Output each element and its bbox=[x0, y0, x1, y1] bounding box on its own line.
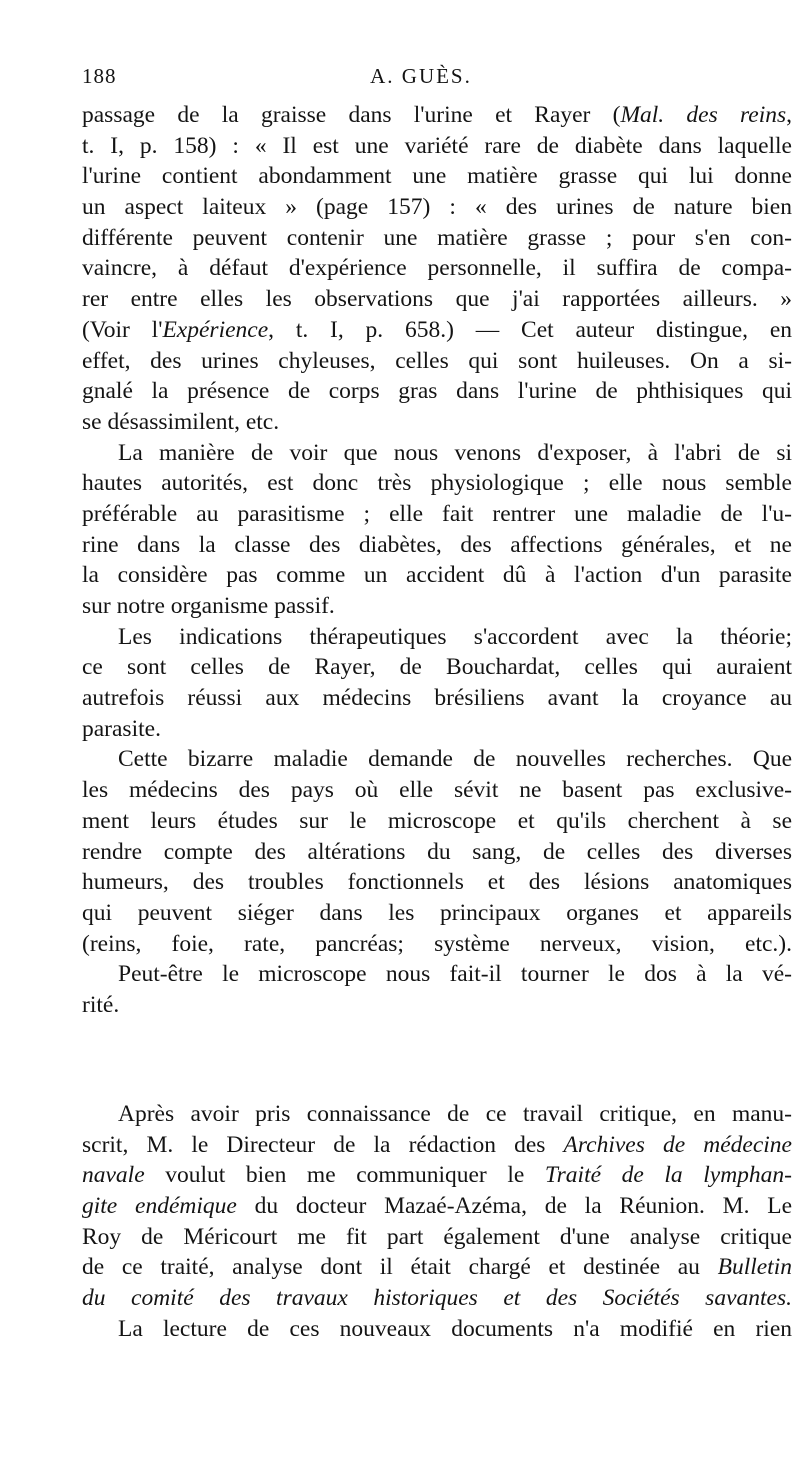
italic-text: Mal. des reins bbox=[620, 102, 787, 128]
text-run: voulut bien me communiquer le bbox=[144, 1162, 545, 1189]
text-run: se désassimilent, etc. bbox=[82, 408, 280, 435]
text-run: (Voir l' bbox=[82, 316, 163, 343]
text-run: t. I, p. 158) : « Il est une variété rare de diabète dans laquelle bbox=[82, 132, 792, 159]
text-line bbox=[82, 1191, 792, 1222]
text-line bbox=[82, 530, 792, 561]
text-run: , t. I, p. 658.) — Cet auteur distingue, en bbox=[268, 316, 793, 343]
text-run: rité. bbox=[82, 991, 120, 1018]
text-line bbox=[82, 867, 792, 898]
text-line bbox=[82, 346, 792, 377]
text-line bbox=[82, 591, 792, 622]
text-run: parasite. bbox=[82, 715, 161, 742]
text-run: qui peuvent siéger dans les principaux organes et appareils bbox=[82, 899, 792, 926]
text-line bbox=[82, 775, 792, 806]
running-head: A. GUÈS. bbox=[370, 64, 472, 88]
italic-text: Archives de médecine bbox=[563, 1131, 792, 1158]
italic-text: Expérience bbox=[162, 316, 269, 343]
text-line bbox=[82, 1222, 792, 1253]
text-run: les médecins des pays où elle sévit ne basent pas exclusive- bbox=[82, 777, 792, 804]
text-line bbox=[82, 161, 792, 192]
text-run: humeurs, des troubles fonctionnels et des lésions anatomiques bbox=[82, 869, 792, 896]
text-line bbox=[82, 1283, 792, 1314]
text-run: ce sont celles de Rayer, de Bouchardat, celles qui auraient bbox=[82, 654, 792, 681]
text-line bbox=[82, 499, 792, 530]
text-line bbox=[82, 284, 792, 315]
text-run: scrit, M. le Directeur de la rédaction des bbox=[82, 1131, 564, 1158]
text-run: différente peuvent contenir une matière grasse ; pour s'en con- bbox=[82, 224, 792, 251]
body-text-section-2 bbox=[82, 1099, 792, 1345]
text-run: (reins, foie, rate, pancréas; système nerveux, vision, etc.). bbox=[82, 930, 792, 957]
text-run: préférable au parasitisme ; elle fait rentrer une maladie de l'u- bbox=[82, 500, 792, 527]
text-line bbox=[82, 192, 792, 223]
text-line bbox=[82, 1160, 792, 1191]
text-line bbox=[82, 1314, 792, 1345]
text-run: rendre compte des altérations du sang, de celles des diverses bbox=[82, 838, 792, 865]
text-run: autrefois réussi aux médecins brésiliens avant la croyance au bbox=[82, 685, 792, 712]
text-run: passage de la graisse dans l'urine et Rayer ( bbox=[82, 102, 621, 128]
text-run: sur notre organisme passif. bbox=[82, 593, 335, 619]
page-number: 188 bbox=[82, 64, 117, 88]
text-line bbox=[82, 1099, 792, 1130]
text-run: un aspect laiteux » (page 157) : « des urines de nature bien bbox=[82, 194, 792, 221]
text-line bbox=[82, 560, 792, 591]
text-line bbox=[82, 100, 792, 131]
text-line bbox=[82, 315, 792, 346]
text-line bbox=[82, 1130, 792, 1161]
text-run: hautes autorités, est donc très physiologique ; elle nous semble bbox=[82, 470, 792, 497]
text-line bbox=[82, 407, 792, 438]
italic-text: gite endémique bbox=[82, 1193, 237, 1220]
text-line bbox=[82, 990, 792, 1021]
text-run: Roy de Méricourt me fit part également d'une analyse critique bbox=[82, 1223, 792, 1250]
text-run: gnalé la présence de corps gras dans l'urine de phthisiques qui bbox=[82, 378, 792, 405]
italic-text: du comité des travaux historiques et des Sociétés savantes. bbox=[82, 1285, 792, 1312]
body-text-section-1 bbox=[82, 100, 792, 1021]
text-run: rine dans la classe des diabètes, des affections générales, et ne bbox=[82, 531, 792, 558]
text-line bbox=[82, 131, 792, 162]
text-line bbox=[82, 929, 792, 960]
text-run: rer entre elles les observations que j'ai rapportées ailleurs. » bbox=[82, 286, 792, 313]
text-line bbox=[82, 837, 792, 868]
text-run: La lecture de ces nouveaux documents n'a modifié en rien bbox=[118, 1315, 792, 1342]
text-line bbox=[82, 468, 792, 499]
italic-text: navale bbox=[82, 1162, 145, 1189]
text-run: la considère pas comme un accident dû à l'action d'un parasite bbox=[82, 562, 792, 589]
text-line bbox=[82, 253, 792, 284]
text-run: l'urine contient abondamment une matière grasse qui lui donne bbox=[82, 163, 792, 190]
text-line bbox=[82, 959, 792, 990]
text-run: ment leurs études sur le microscope et qu'ils cherchent à se bbox=[82, 807, 792, 834]
text-line bbox=[82, 898, 792, 929]
text-run: de ce traité, analyse dont il était chargé et destinée au bbox=[82, 1254, 718, 1281]
text-line bbox=[82, 438, 792, 469]
text-run: Après avoir pris connaissance de ce travail critique, en manu- bbox=[118, 1101, 792, 1127]
italic-text: Traité de la lymphan- bbox=[544, 1162, 793, 1189]
text-line bbox=[82, 652, 792, 683]
text-line bbox=[82, 223, 792, 254]
text-run: effet, des urines chyleuses, celles qui sont huileuses. On a si- bbox=[82, 347, 792, 374]
text-run: du docteur Mazaé-Azéma, de la Réunion. M. Le bbox=[236, 1193, 793, 1220]
text-line bbox=[82, 683, 792, 714]
text-line bbox=[82, 1252, 792, 1283]
text-run: vaincre, à défaut d'expérience personnelle, il suffira de compa- bbox=[82, 255, 792, 282]
page-header bbox=[82, 64, 760, 94]
text-run: Peut-être le microscope nous fait-il tourner le dos à la vé- bbox=[118, 961, 792, 988]
italic-text: Bulletin bbox=[717, 1254, 792, 1281]
text-line bbox=[82, 806, 792, 837]
text-run: Les indications thérapeutiques s'accordent avec la théorie; bbox=[118, 623, 792, 650]
text-line bbox=[82, 714, 792, 745]
text-line bbox=[82, 622, 792, 653]
text-run: Cette bizarre maladie demande de nouvelles recherches. Que bbox=[118, 746, 792, 773]
text-run: , bbox=[786, 102, 792, 128]
text-line bbox=[82, 744, 792, 775]
text-line bbox=[82, 376, 792, 407]
text-run: La manière de voir que nous venons d'exposer, à l'abri de si bbox=[118, 439, 792, 466]
